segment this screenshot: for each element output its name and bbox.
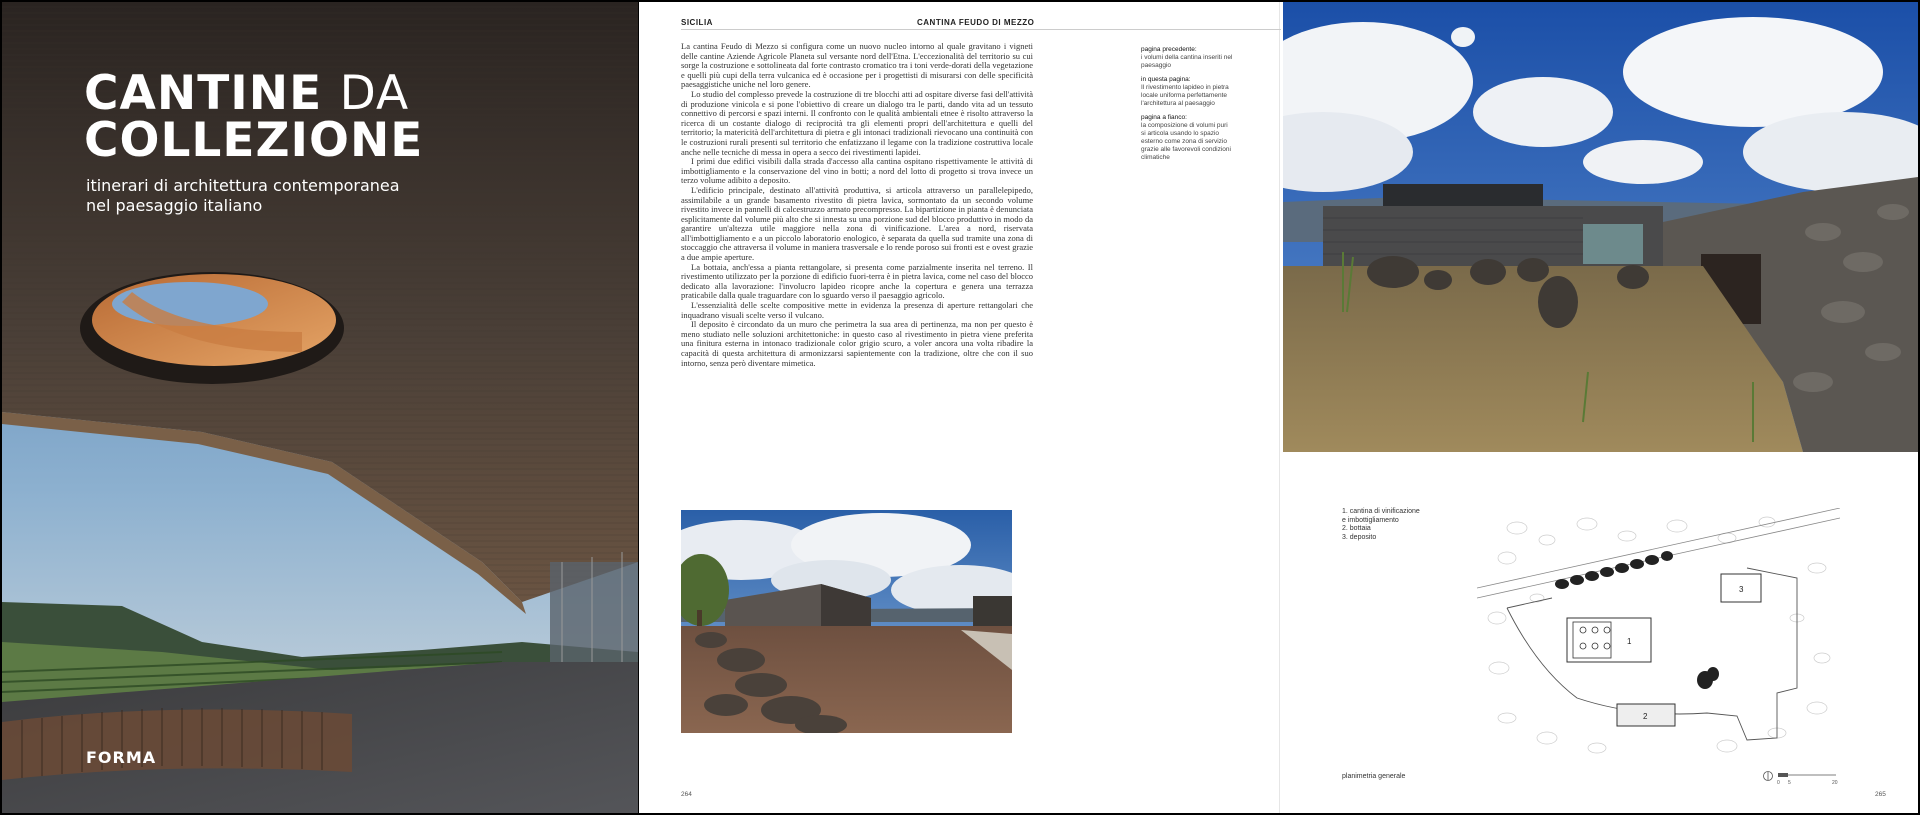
body-paragraph: La bottaia, anch'essa a pianta rettangolare, si presenta come parzialmente inserita nel terreno. Il rivestimento utilizzato per la porzione di edificio fuori-terra è in pietra lavica, come nel caso del blocco dedicato alla lavorazione: l'involucro lapideo ricopre anche la copertura e genera una terrazza praticabile dalla quale traguardare con lo sguardo verso il paesaggio agricolo. (681, 261, 1033, 301)
site-plan (1477, 508, 1840, 759)
plan-label-2: 2 (1643, 712, 1648, 721)
cover-subtitle-line-2: nel paesaggio italiano (86, 196, 263, 215)
plan-caption: planimetria generale (1342, 773, 1406, 780)
scale-label-5: 5 (1788, 780, 1791, 786)
cover-title (84, 66, 424, 168)
photo-winery-exterior (1283, 2, 1918, 452)
photo-stone-building (681, 510, 1012, 733)
legend-item: 1. cantina di vinificazione (1342, 508, 1420, 515)
article-body (681, 42, 1033, 368)
caption-label: pagina a fianco: (1141, 114, 1187, 121)
body-paragraph: L'edificio principale, destinato all'attività produttiva, si articola attraverso un parallelepipedo, assimilabile a un grande basamento rivestito di pietra lavica, sormontato da un secondo volume rivestito invece in pannelli di calcestruzzo armato precompresso. La bipartizione in pianta è denunciata esplicitamente dal volume più alto che si innesta su una porzione sud del blocco produttivo in modo da garantire un'altezza utile maggiore nella zona di vinificazione. L'area a nord, riservata all'imbottigliamento e a un piccolo laboratorio enologico, è separata da quella sud tramite una zona di stoccaggio che attraversa il volume in maniera trasversale e lo rende poroso sui fronti est e ovest grazie a due ampie aperture. (681, 184, 1033, 263)
body-paragraph: I primi due edifici visibili dalla strada d'accesso alla cantina ospitano rispettivamente le attività di imbottigliamento e la conservazione del vino in botti; a nord del lotto di progetto si trova invece un terzo volume adibito a deposito. (681, 156, 1033, 186)
caption-text: Il rivestimento lapideo in pietra locale uniforma perfettamente l'architettura al paesaggio (1141, 84, 1229, 107)
body-paragraph: La cantina Feudo di Mezzo si configura come un nuovo nucleo intorno al quale gravitano i vigneti delle cantine Aziende Agricole Planeta sul versante nord dell'Etna. L'eccezionalità del territorio su cui sorge la costruzione e sottolineata dal forte contrasto cromatico tra i toni verde-dorati della vegetazione e quelli più cupi della terra vulcanica ed è occasione per i progettisti di misurarsi con delle specificità paesaggistiche uniche nel loro genere. (681, 41, 1033, 90)
header-rule (681, 29, 1281, 30)
plan-label-1: 1 (1627, 637, 1632, 646)
page-number-left: 264 (681, 791, 692, 798)
caption-label: pagina precedente: (1141, 46, 1197, 53)
legend-item: e imbottigliamento (1342, 516, 1399, 524)
caption-label: in questa pagina: (1141, 76, 1191, 83)
publisher-logo: FORMA (86, 748, 157, 767)
caption-text: i volumi della cantina inseriti nel paesaggio (1141, 54, 1233, 69)
photo-captions (1141, 46, 1233, 168)
plan-label-3: 3 (1739, 585, 1744, 594)
book-cover (2, 2, 638, 813)
spread-gutter (1279, 2, 1280, 813)
running-head-title: CANTINA FEUDO DI MEZZO (917, 18, 1035, 27)
caption-text: la composizione di volumi puri si articola usando lo spazio esterno come zona di servizio grazie alle favorevoli condizioni climatiche (1141, 122, 1231, 161)
caption-previous-page (1141, 46, 1233, 70)
body-paragraph: L'essenzialità delle scelte compositive mette in evidenza la presenza di aperture rettangolari che inquadrano visuali scelte verso il vulcano. (681, 300, 1033, 320)
cover-subtitle-line-1: itinerari di architettura contemporanea (86, 176, 400, 195)
plan-legend (1342, 508, 1420, 542)
cover-title-word-1: CANTINE (84, 66, 323, 121)
running-head-region: SICILIA (681, 18, 713, 27)
caption-this-page (1141, 76, 1233, 108)
scale-bar (1762, 770, 1852, 786)
scale-label-0: 0 (1777, 780, 1780, 786)
body-paragraph: Lo studio del complesso prevede la costruzione di tre blocchi atti ad ospitare diverse fasi dell'attività di produzione vinicola e si pone l'obiettivo di creare un dialogo tra le parti, dando vita ad un tessuto connettivo di percorsi e spazi interni. Il confronto con le qualità ambientali etnee è risolto attraverso la ricerca di un costante dialogo di reciprocità tra gli elementi propri dell'architettura e quelli del territorio; la matericità dell'architettura di pietra e gli intonaci tradizionali rievocano una continuità con le costruzioni rurali presenti sul territorio che enfatizzano il legame con la tradizione costruttiva locale anche nelle tecniche di messa in opera a secco dei rivestimenti lapidei. (681, 88, 1033, 157)
body-paragraph: Il deposito è circondato da un muro che perimetra la sua area di pertinenza, ma non per questo è meno studiato nelle soluzioni architettoniche: in questo caso al rivestimento in pietra viene preferita una finitura esterna in intonaco tradizionale color grigio scuro, a voler ancora una volta ribadire la capacità di questa architettura di armonizzarsi sapientemente con la tradizione, oltre che con il suo intorno, senza però diventare mimetica. (681, 319, 1033, 368)
cover-subtitle (86, 176, 400, 216)
scale-label-20: 20 (1832, 780, 1838, 786)
legend-item: 3. deposito (1342, 533, 1377, 541)
cover-title-word-2: DA (339, 66, 410, 121)
legend-item: 2. bottaia (1342, 525, 1371, 532)
cover-title-word-3: COLLEZIONE (84, 113, 424, 168)
book-spread (639, 2, 1918, 813)
page-number-right: 265 (1875, 791, 1886, 798)
caption-facing-page (1141, 114, 1233, 162)
